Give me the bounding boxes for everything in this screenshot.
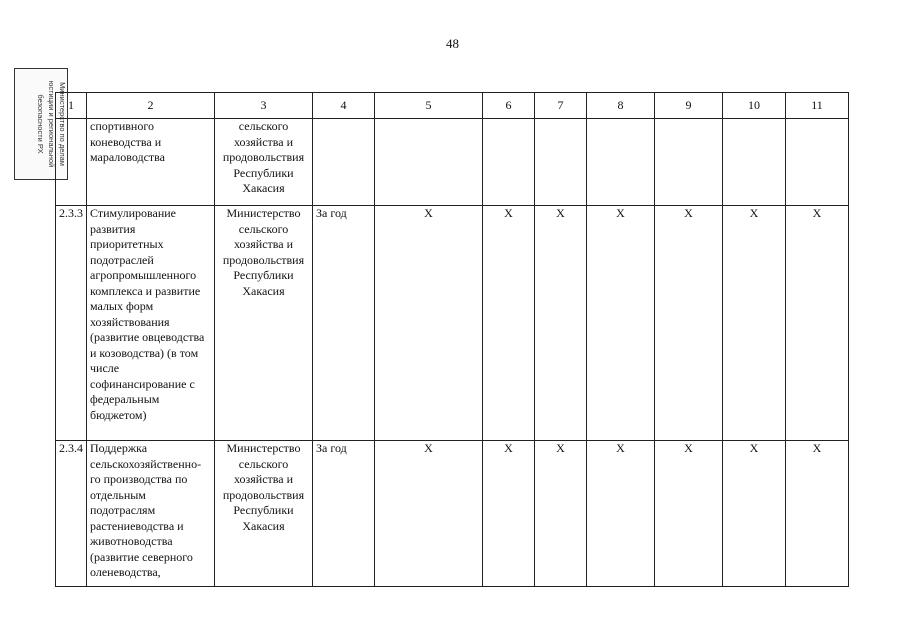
value-cell: Х <box>375 206 483 441</box>
value-cell: Х <box>723 206 786 441</box>
value-cell <box>375 119 483 206</box>
stamp-line: безопасности РХ <box>36 94 45 154</box>
header-cell: 8 <box>587 93 655 119</box>
value-cell: Х <box>535 206 587 441</box>
header-cell: 6 <box>483 93 535 119</box>
value-cell: Х <box>483 441 535 587</box>
table-row <box>56 441 849 587</box>
value-cell: Х <box>655 206 723 441</box>
row-number: 2.3.4 <box>56 441 87 587</box>
header-cell: 7 <box>535 93 587 119</box>
table-row <box>56 206 849 441</box>
value-cell: Х <box>587 206 655 441</box>
value-cell: Х <box>655 441 723 587</box>
header-cell: 2 <box>87 93 215 119</box>
row-number <box>56 119 87 206</box>
page-number: 48 <box>446 36 459 51</box>
executor: Министерство сельского хозяйства и продовольствия Республики Хакасия <box>215 206 313 441</box>
value-cell <box>723 119 786 206</box>
value-cell <box>483 119 535 206</box>
header-cell: 1 <box>56 93 87 119</box>
period: За год <box>313 206 375 441</box>
value-cell: Х <box>723 441 786 587</box>
value-cell: Х <box>786 441 849 587</box>
table-header-row <box>56 93 849 119</box>
executor: сельского хозяйства и продовольствия Республики Хакасия <box>215 119 313 206</box>
stamp-line: юстиции и региональной <box>47 80 56 168</box>
measure-name: Стимулирование развития приоритетных подотраслей агропромышленного комплекса и развитие малых форм хозяйствования (развитие овцеводства и козоводства) (в том числе софинансирование с федеральным бюджетом) <box>87 206 215 441</box>
value-cell <box>655 119 723 206</box>
value-cell <box>535 119 587 206</box>
value-cell: Х <box>535 441 587 587</box>
period: За год <box>313 441 375 587</box>
header-cell: 5 <box>375 93 483 119</box>
table-row <box>56 119 849 206</box>
value-cell: Х <box>483 206 535 441</box>
header-cell: 11 <box>786 93 849 119</box>
stamp-line: Министерство по делам <box>58 82 67 166</box>
value-cell: Х <box>587 441 655 587</box>
value-cell <box>587 119 655 206</box>
period <box>313 119 375 206</box>
value-cell: Х <box>786 206 849 441</box>
value-cell <box>786 119 849 206</box>
executor: Министерство сельского хозяйства и продовольствия Республики Хакасия <box>215 441 313 587</box>
program-table <box>55 92 849 587</box>
measure-name: Поддержка сельскохозяйственно-го производства по отдельным подотраслям растениеводства и животноводства (развитие северного оленеводства, <box>87 441 215 587</box>
value-cell: Х <box>375 441 483 587</box>
row-number: 2.3.3 <box>56 206 87 441</box>
header-cell: 10 <box>723 93 786 119</box>
measure-name: спортивного коневодства и мараловодства <box>87 119 215 206</box>
header-cell: 9 <box>655 93 723 119</box>
header-cell: 4 <box>313 93 375 119</box>
header-cell: 3 <box>215 93 313 119</box>
